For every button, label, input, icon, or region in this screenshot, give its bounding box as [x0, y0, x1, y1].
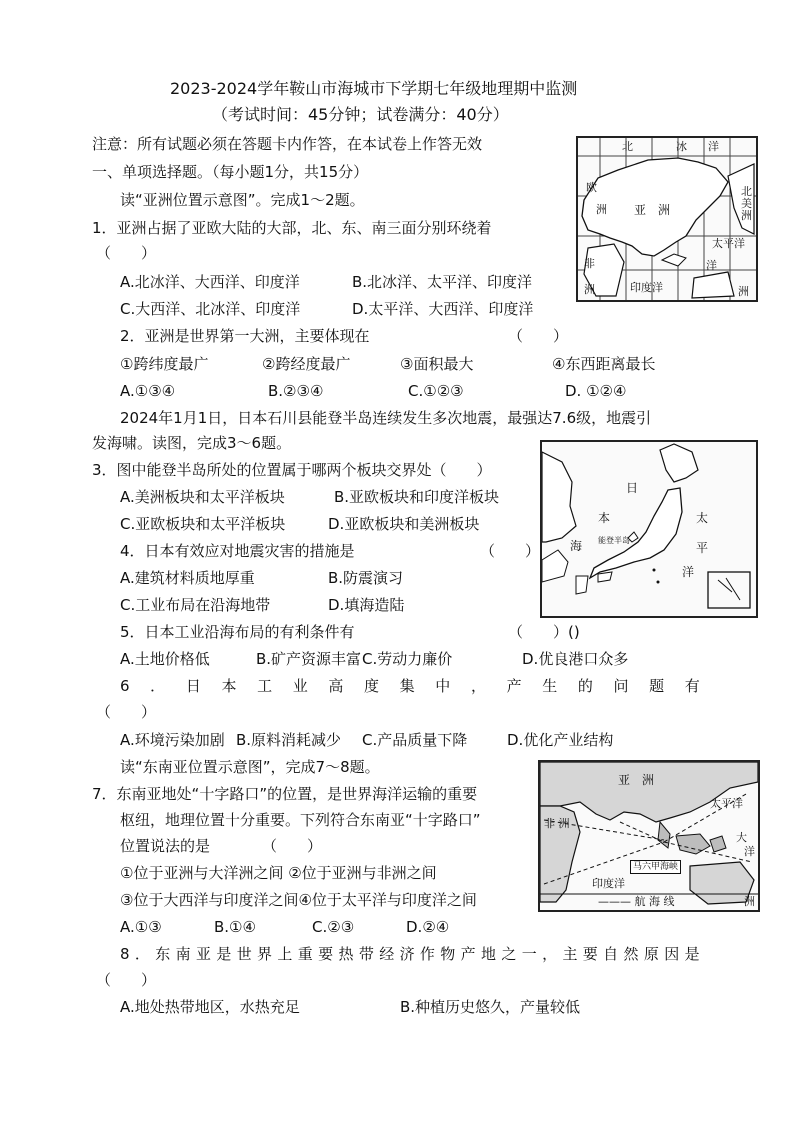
label-indian: 印度洋: [592, 877, 625, 890]
label-yang: 洋: [708, 140, 719, 153]
option-d: D.亚欧板块和美洲板块: [328, 515, 480, 533]
option-b: B.原料消耗减少: [236, 731, 342, 749]
question-stem: 3．图中能登半岛所处的位置属于哪两个板块交界处（ ）: [92, 461, 492, 479]
option-c: C.劳动力廉价: [362, 650, 453, 668]
question-stem: 4．日本有效应对地震灾害的措施是: [120, 542, 355, 560]
label-ping: 平: [696, 541, 709, 555]
choice-3-4: ③位于大西洋与印度洋之间④位于太平洋与印度洋之间: [120, 891, 477, 909]
option-a: A.北冰洋、大西洋、印度洋: [120, 273, 300, 291]
option-c: C.工业布局在沿海地带: [120, 596, 271, 614]
label-indian: 印度洋: [630, 281, 663, 294]
option-c: C.亚欧板块和太平洋板块: [120, 515, 286, 533]
choice-1-2: ①位于亚洲与大洋洲之间 ②位于亚洲与非洲之间: [120, 864, 437, 882]
option-b: B.亚欧板块和印度洋板块: [334, 488, 500, 506]
legend-route: ——— 航 海 线: [598, 895, 675, 908]
question-stem: 5．日本工业沿海布局的有利条件有: [120, 623, 355, 641]
answer-paren: （ ）: [96, 971, 157, 989]
label-malacca: 马六甲海峡: [630, 860, 681, 874]
option-b: B.北冰洋、太平洋、印度洋: [352, 273, 533, 291]
option-d: D.②④: [406, 918, 450, 936]
choice-2: ②跨经度最广: [262, 355, 351, 373]
label-pacific-2: 大: [736, 831, 747, 844]
answer-paren: （ ）: [480, 542, 541, 560]
asia-map-graphic: [578, 138, 756, 300]
option-c: C.①②③: [408, 382, 464, 400]
label-noto: 能登半岛: [598, 536, 630, 545]
question-stem: 1．亚洲占据了亚欧大陆的大部，北、东、南三面分别环绕着: [92, 219, 492, 237]
label-yang: 洋: [682, 565, 695, 579]
japan-map-graphic: [542, 442, 756, 616]
option-b: B.种植历史悠久，产量较低: [400, 998, 581, 1016]
option-d: D.太平洋、大西洋、印度洋: [352, 300, 534, 318]
option-c: C.大西洋、北冰洋、印度洋: [120, 300, 301, 318]
page-title: 2023-2024学年鞍山市海城市下学期七年级地理期中监测: [170, 79, 578, 98]
option-c: C.②③: [312, 918, 355, 936]
choice-4: ④东西距离最长: [552, 355, 656, 373]
question-stem: 2．亚洲是世界第一大洲，主要体现在: [120, 327, 370, 345]
option-a: A.土地价格低: [120, 650, 210, 668]
label-na-1: 北: [741, 185, 752, 198]
label-asia: 亚 洲: [618, 773, 655, 787]
label-bing: 冰: [676, 140, 687, 153]
option-a: A.建筑材料质地厚重: [120, 569, 255, 587]
exam-info: （考试时间：45分钟；试卷满分：40分）: [212, 105, 509, 124]
option-b: B.矿产资源丰富: [256, 650, 362, 668]
label-europe-2: 洲: [596, 203, 607, 216]
option-d: D.优良港口众多: [522, 650, 629, 668]
label-pacific-3: 洋: [744, 845, 755, 858]
option-d: D.优化产业结构: [507, 731, 614, 749]
label-hai: 海: [570, 539, 583, 553]
option-d: D.填海造陆: [328, 596, 405, 614]
choice-3: ③面积最大: [400, 355, 474, 373]
option-b: B.①④: [214, 918, 256, 936]
option-b: B.②③④: [268, 382, 324, 400]
label-asia: 亚 洲: [634, 203, 671, 217]
label-na-3: 洲: [741, 209, 752, 222]
option-a: A.地处热带地区，水热充足: [120, 998, 300, 1016]
japan-map: [540, 440, 758, 618]
label-africa: 非 洲: [544, 817, 570, 830]
option-a: A.环境污染加剧: [120, 731, 225, 749]
question-stem: 6 ． 日 本 工 业 高 度 集 中 ， 产 生 的 问 题 有: [120, 677, 700, 695]
label-europe-1: 欧: [586, 181, 597, 194]
intro-text: 读“亚洲位置示意图”。完成1～2题。: [120, 191, 365, 209]
choice-1: ①跨纬度最广: [120, 355, 209, 373]
option-a: A.①③: [120, 918, 162, 936]
option-a: A.美洲板块和太平洋板块: [120, 488, 285, 506]
option-d: D. ①②④: [565, 382, 627, 400]
section-heading: 一、单项选择题。（每小题1分，共15分）: [92, 163, 369, 181]
label-pacific: 太平洋: [710, 797, 743, 810]
question-stem: 8 ． 东 南 亚 是 世 界 上 重 要 热 带 经 济 作 物 产 地 之 一 ， 主 要 自 然 原 因 是: [120, 945, 700, 963]
option-c: C.产品质量下降: [362, 731, 468, 749]
answer-paren: （ ）(): [508, 623, 580, 641]
label-oceania: 洲: [744, 895, 755, 908]
question-stem: 7．东南亚地处“十字路口”的位置，是世界海洋运输的重要: [92, 785, 478, 803]
question-stem: 位置说法的是: [120, 837, 211, 855]
option-b: B.防震演习: [328, 569, 404, 587]
label-pacific-ocean: 洋: [706, 259, 717, 272]
intro-text: 发海啸。读图，完成3～6题。: [92, 434, 292, 452]
label-pacific: 太平洋: [712, 237, 745, 250]
option-a: A.①③④: [120, 382, 176, 400]
answer-paren: （ ）: [96, 244, 157, 262]
intro-text: 2024年1月1日，日本石川县能登半岛连续发生多次地震，最强达7.6级，地震引: [120, 409, 652, 427]
question-stem: 枢纽，地理位置十分重要。下列符合东南亚“十字路口”: [120, 811, 481, 829]
answer-paren: （ ）: [96, 703, 157, 721]
label-africa-2: 洲: [584, 283, 595, 296]
label-oceania: 洲: [738, 285, 749, 298]
label-ri: 日: [626, 481, 639, 495]
label-tai: 太: [696, 511, 709, 525]
label-africa-1: 非: [584, 257, 595, 270]
answer-paren: （ ）: [508, 327, 569, 345]
label-na-2: 美: [741, 197, 752, 210]
notice: 注意：所有试题必须在答题卡内作答，在本试卷上作答无效: [92, 135, 483, 153]
label-ben: 本: [598, 511, 611, 525]
label-north: 北: [622, 140, 633, 153]
intro-text: 读“东南亚位置示意图”，完成7～8题。: [120, 758, 380, 776]
southeast-asia-map: [538, 760, 760, 912]
asia-location-map: [576, 136, 758, 302]
answer-paren: （ ）: [262, 837, 323, 855]
